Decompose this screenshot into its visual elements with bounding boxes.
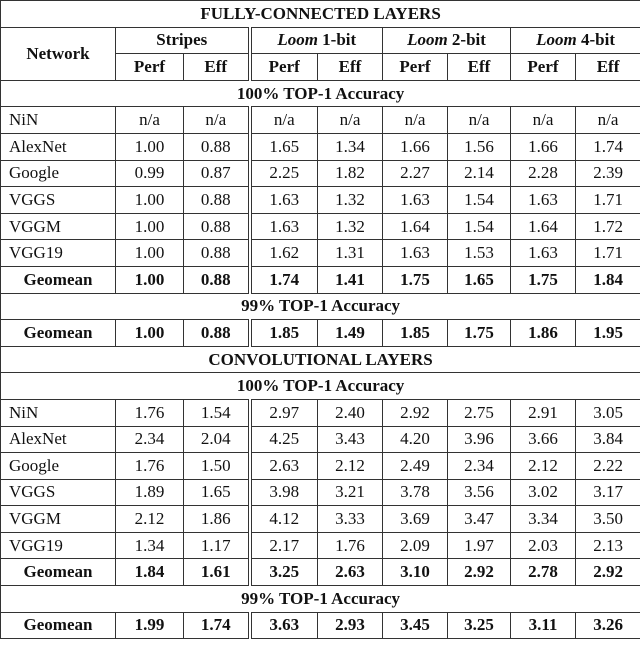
table-cell: 2.14 [448, 160, 511, 187]
table-cell: 2.25 [250, 160, 318, 187]
table-cell: 1.86 [184, 506, 250, 533]
table-cell: 1.64 [511, 213, 576, 240]
table-cell: 1.63 [383, 187, 448, 214]
table-cell: 3.47 [448, 506, 511, 533]
table-cell: 1.64 [383, 213, 448, 240]
table-cell: 2.13 [576, 532, 640, 559]
subheader-eff: Eff [576, 54, 640, 81]
table-cell: 1.75 [448, 320, 511, 347]
table-cell: 2.63 [250, 453, 318, 480]
table-title: FULLY-CONNECTED LAYERS [1, 1, 640, 28]
table-cell: 1.63 [383, 240, 448, 267]
table-cell: 1.86 [511, 320, 576, 347]
table-cell: 1.63 [511, 240, 576, 267]
table-cell: 3.11 [511, 612, 576, 639]
section-header-99: 99% TOP-1 Accuracy [1, 586, 640, 613]
table-cell: 2.34 [448, 453, 511, 480]
network-header: Network [1, 27, 116, 80]
table-row [1, 479, 640, 506]
table-cell: 1.95 [576, 320, 640, 347]
network-name: VGGM [1, 213, 116, 240]
subheader-perf: Perf [250, 54, 318, 81]
table-cell: 1.00 [116, 187, 184, 214]
table-row [1, 160, 640, 187]
table-cell: n/a [318, 107, 383, 134]
table-cell: 1.56 [448, 133, 511, 160]
network-name: Google [1, 160, 116, 187]
table-cell: 1.62 [250, 240, 318, 267]
table-cell: 1.41 [318, 266, 383, 293]
table-cell: 3.34 [511, 506, 576, 533]
table-cell: n/a [250, 107, 318, 134]
subheader-perf: Perf [116, 54, 184, 81]
subheader-perf: Perf [383, 54, 448, 81]
table-cell: 1.00 [116, 133, 184, 160]
table-cell: 3.17 [576, 479, 640, 506]
table-cell: 1.54 [448, 187, 511, 214]
table-cell: 0.88 [184, 240, 250, 267]
table-cell: n/a [184, 107, 250, 134]
table-cell: 0.88 [184, 133, 250, 160]
network-name: NiN [1, 107, 116, 134]
geomean-row [1, 266, 640, 293]
geomean-row [1, 612, 640, 639]
table-cell: 1.82 [318, 160, 383, 187]
table-cell: 3.66 [511, 426, 576, 453]
table-cell: 1.00 [116, 213, 184, 240]
table-cell: 2.17 [250, 532, 318, 559]
table-cell: 2.27 [383, 160, 448, 187]
table-cell: 3.69 [383, 506, 448, 533]
table-cell: 2.09 [383, 532, 448, 559]
network-name: Geomean [1, 559, 116, 586]
table-row [1, 133, 640, 160]
group-header-stripes [116, 27, 250, 54]
group-label: 2-bit [447, 30, 486, 50]
table-cell: 2.93 [318, 612, 383, 639]
table-cell: 1.63 [250, 213, 318, 240]
table-cell: 1.32 [318, 213, 383, 240]
table-cell: 1.85 [250, 320, 318, 347]
table-cell: 2.03 [511, 532, 576, 559]
group-header-loom-2bit [383, 27, 511, 54]
table-cell: 1.74 [576, 133, 640, 160]
table-cell: 1.76 [116, 453, 184, 480]
subheader-eff: Eff [184, 54, 250, 81]
geomean-row [1, 559, 640, 586]
table-row [1, 532, 640, 559]
table-cell: 2.34 [116, 426, 184, 453]
section-header-100: 100% TOP-1 Accuracy [1, 373, 640, 400]
table-cell: 1.97 [448, 532, 511, 559]
conv-title: CONVOLUTIONAL LAYERS [1, 346, 640, 373]
table-cell: 4.25 [250, 426, 318, 453]
group-label: 4-bit [576, 30, 615, 50]
table-cell: 2.78 [511, 559, 576, 586]
table-cell: 2.12 [116, 506, 184, 533]
section-header-99: 99% TOP-1 Accuracy [1, 293, 640, 320]
network-name: AlexNet [1, 426, 116, 453]
table-cell: 1.99 [116, 612, 184, 639]
table-cell: 1.72 [576, 213, 640, 240]
network-name: Geomean [1, 320, 116, 347]
table-cell: 1.54 [184, 399, 250, 426]
table-cell: 2.97 [250, 399, 318, 426]
section-header-100: 100% TOP-1 Accuracy [1, 80, 640, 107]
table-cell: 1.74 [184, 612, 250, 639]
table-row [1, 240, 640, 267]
table-cell: 1.63 [511, 187, 576, 214]
table-cell: 2.40 [318, 399, 383, 426]
table-cell: 2.75 [448, 399, 511, 426]
table-cell: 1.53 [448, 240, 511, 267]
table-cell: 3.43 [318, 426, 383, 453]
table-cell: n/a [383, 107, 448, 134]
table-cell: 3.33 [318, 506, 383, 533]
table-cell: 3.63 [250, 612, 318, 639]
network-name: Google [1, 453, 116, 480]
table-cell: 3.25 [250, 559, 318, 586]
table-cell: 1.66 [383, 133, 448, 160]
table-cell: 0.88 [184, 266, 250, 293]
table-cell: 2.63 [318, 559, 383, 586]
group-header-loom-4bit [511, 27, 640, 54]
network-name: NiN [1, 399, 116, 426]
table-cell: 1.49 [318, 320, 383, 347]
table-cell: 3.02 [511, 479, 576, 506]
table-cell: 3.84 [576, 426, 640, 453]
table-cell: n/a [448, 107, 511, 134]
table-cell: 1.50 [184, 453, 250, 480]
table-cell: 1.31 [318, 240, 383, 267]
table-cell: 1.65 [448, 266, 511, 293]
table-cell: 1.65 [184, 479, 250, 506]
group-label-italic: Loom [407, 30, 448, 50]
table-cell: 1.61 [184, 559, 250, 586]
table-cell: 0.88 [184, 213, 250, 240]
table-cell: 2.92 [448, 559, 511, 586]
table-cell: 3.78 [383, 479, 448, 506]
table-cell: 3.05 [576, 399, 640, 426]
table-cell: 3.21 [318, 479, 383, 506]
table-cell: 1.65 [250, 133, 318, 160]
table-row [1, 426, 640, 453]
table-cell: 2.12 [511, 453, 576, 480]
group-label: 1-bit [317, 30, 357, 50]
table-cell: 3.26 [576, 612, 640, 639]
table-cell: 1.71 [576, 187, 640, 214]
subheader-perf: Perf [511, 54, 576, 81]
table-cell: 0.87 [184, 160, 250, 187]
table-cell: 3.96 [448, 426, 511, 453]
table-cell: 3.10 [383, 559, 448, 586]
table-cell: 3.56 [448, 479, 511, 506]
network-name: VGGM [1, 506, 116, 533]
group-header-loom-1bit [250, 27, 383, 54]
table-cell: 3.98 [250, 479, 318, 506]
table-cell: 1.74 [250, 266, 318, 293]
table-cell: n/a [576, 107, 640, 134]
table-cell: 1.66 [511, 133, 576, 160]
table-cell: 1.75 [383, 266, 448, 293]
table-cell: 2.04 [184, 426, 250, 453]
subheader-eff: Eff [318, 54, 383, 81]
table-cell: n/a [511, 107, 576, 134]
table-cell: 3.25 [448, 612, 511, 639]
table-cell: 1.54 [448, 213, 511, 240]
table-row [1, 399, 640, 426]
table-cell: 1.32 [318, 187, 383, 214]
table-row [1, 107, 640, 134]
table-cell: 3.45 [383, 612, 448, 639]
table-cell: 1.00 [116, 240, 184, 267]
table-cell: n/a [116, 107, 184, 134]
table-cell: 1.00 [116, 320, 184, 347]
table-cell: 1.76 [116, 399, 184, 426]
table-cell: 1.00 [116, 266, 184, 293]
table-row [1, 453, 640, 480]
table-cell: 1.84 [576, 266, 640, 293]
table-cell: 2.49 [383, 453, 448, 480]
table-cell: 1.75 [511, 266, 576, 293]
table-cell: 2.91 [511, 399, 576, 426]
table-cell: 1.34 [116, 532, 184, 559]
table-cell: 1.89 [116, 479, 184, 506]
table-cell: 2.22 [576, 453, 640, 480]
table-cell: 2.28 [511, 160, 576, 187]
table-cell: 4.20 [383, 426, 448, 453]
group-label: Stripes [156, 30, 208, 50]
table-cell: 2.92 [576, 559, 640, 586]
subheader-eff: Eff [448, 54, 511, 81]
table-cell: 1.85 [383, 320, 448, 347]
group-label-italic: Loom [536, 30, 577, 50]
group-label-italic: Loom [277, 30, 318, 50]
network-name: VGG19 [1, 532, 116, 559]
table-cell: 1.76 [318, 532, 383, 559]
network-name: VGGS [1, 187, 116, 214]
table-cell: 2.12 [318, 453, 383, 480]
table-row [1, 187, 640, 214]
table-row [1, 213, 640, 240]
table-cell: 0.99 [116, 160, 184, 187]
table-cell: 3.50 [576, 506, 640, 533]
table-cell: 1.17 [184, 532, 250, 559]
network-name: AlexNet [1, 133, 116, 160]
table-cell: 1.63 [250, 187, 318, 214]
table-cell: 2.92 [383, 399, 448, 426]
geomean-row [1, 320, 640, 347]
network-name: Geomean [1, 266, 116, 293]
table-row [1, 506, 640, 533]
network-name: VGGS [1, 479, 116, 506]
table-cell: 4.12 [250, 506, 318, 533]
table-cell: 0.88 [184, 320, 250, 347]
table-cell: 1.84 [116, 559, 184, 586]
network-name: Geomean [1, 612, 116, 639]
table-cell: 2.39 [576, 160, 640, 187]
table-cell: 1.34 [318, 133, 383, 160]
table-cell: 0.88 [184, 187, 250, 214]
network-name: VGG19 [1, 240, 116, 267]
table-cell: 1.71 [576, 240, 640, 267]
